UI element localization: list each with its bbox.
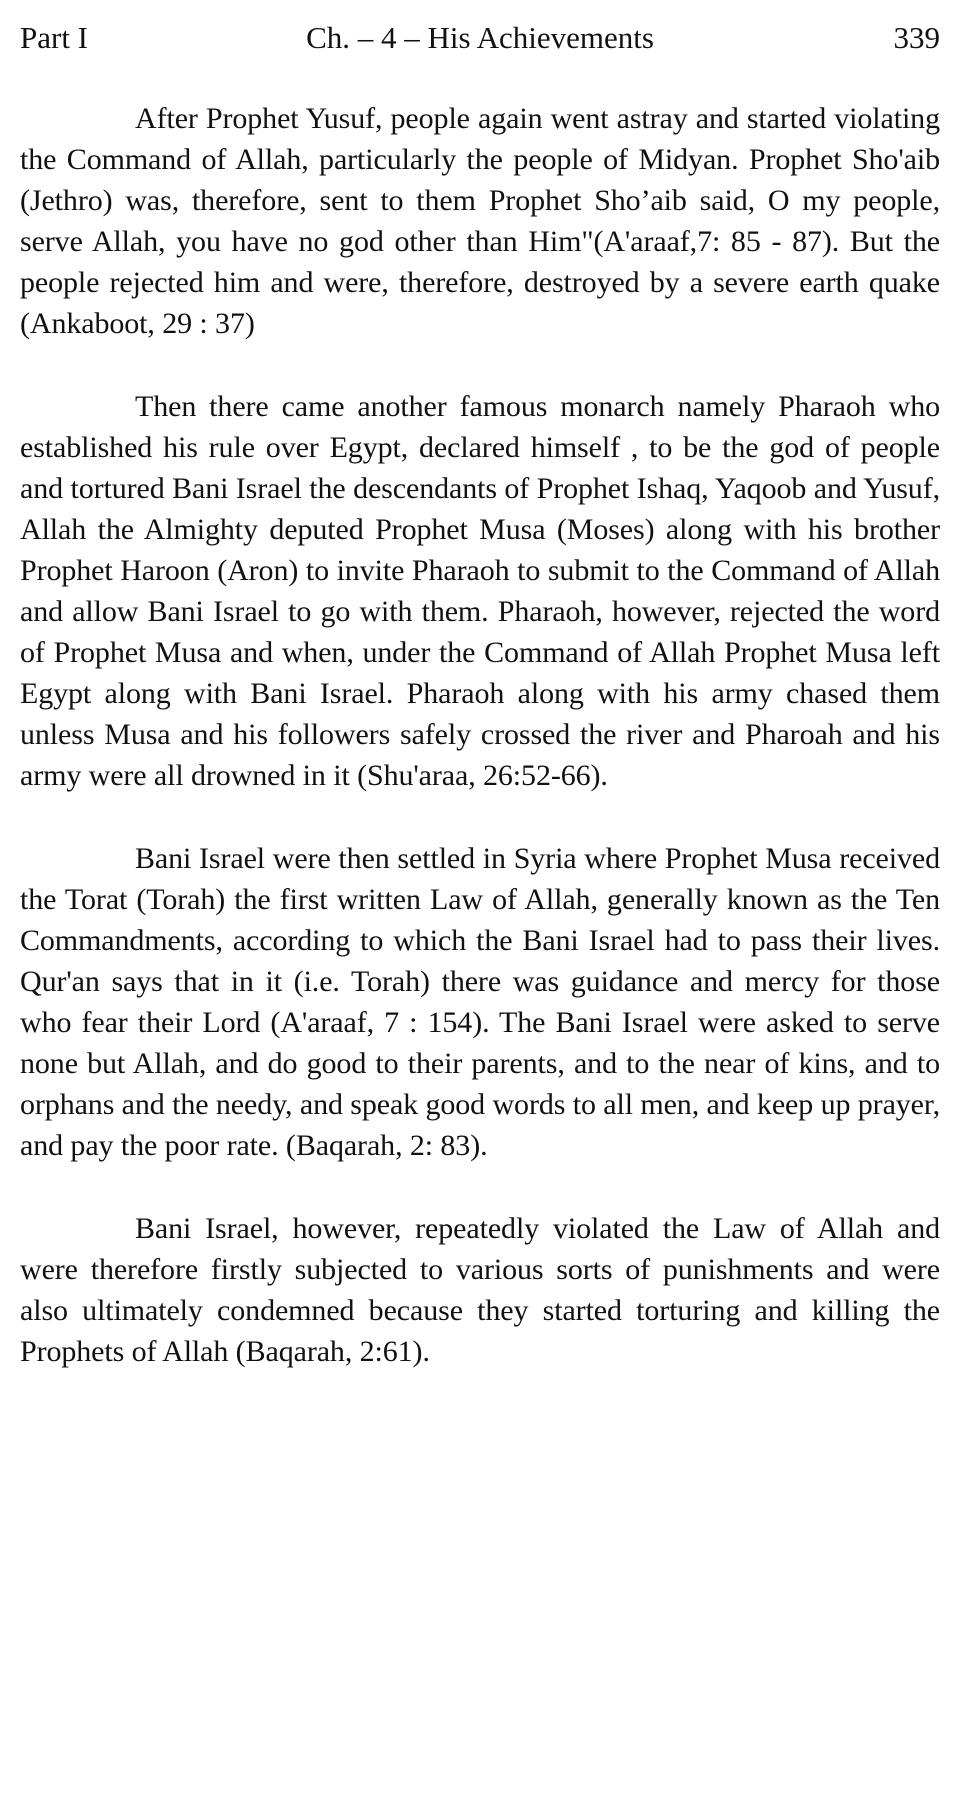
paragraph-pharaoh: Then there came another famous monarch namely Pharaoh who established his rule over Egypt, declared himself , to be the god of people and tortured Bani Israel the descendants of Prophet Ishaq, Yaqoob and Yusuf, Allah the Almighty deputed Prophet Musa (Moses) along with his brother Prophet Haroon (Aron) to invite Pharaoh to submit to the Command of Allah and allow Bani Israel to go with them. Pharaoh, however, rejected the word of Prophet Musa and when, under the Command of Allah Prophet Musa left Egypt along with Bani Israel. Pharaoh along with his army chased them unless Musa and his followers safely crossed the river and Pharoah and his army were all drowned in it (Shu'araa, 26:52-66). bbox=[20, 390, 940, 792]
chapter-title: Ch. – 4 – His Achievements bbox=[306, 20, 654, 55]
paragraph-bani-israel: Bani Israel, however, repeatedly violated the Law of Allah and were therefore firstly subjected to various sorts of punishments and were also ultimately condemned because they started torturing and killing the Prophets of Allah (Baqarah, 2:61). bbox=[20, 1212, 940, 1368]
running-header bbox=[20, 18, 940, 58]
paragraph-prophet-shoaib: After Prophet Yusuf, people again went astray and started violating the Command of Allah, particularly the people of Midyan. Prophet Sho'aib (Jethro) was, therefore, sent to them Prophet Sho’aib said, O my people, serve Allah, you have no god other than Him"(A'araaf,7: 85 - 87). But the people rejected him and were, therefore, destroyed by a severe earth quake (Ankaboot, 29 : 37) bbox=[20, 102, 940, 340]
body-text bbox=[20, 98, 940, 1414]
paragraph-torah: Bani Israel were then settled in Syria where Prophet Musa received the Torat (Torah) the first written Law of Allah, generally known as the Ten Commandments, according to which the Bani Israel had to pass their lives. Qur'an says that in it (i.e. Torah) there was guidance and mercy for those who fear their Lord (A'araaf, 7 : 154). The Bani Israel were asked to serve none but Allah, and do good to their parents, and to the near of kins, and to orphans and the needy, and speak good words to all men, and keep up prayer, and pay the poor rate. (Baqarah, 2: 83). bbox=[20, 842, 940, 1162]
part-label: Part I bbox=[20, 20, 89, 55]
document-page bbox=[20, 0, 940, 1796]
page-number: 339 bbox=[893, 20, 940, 55]
